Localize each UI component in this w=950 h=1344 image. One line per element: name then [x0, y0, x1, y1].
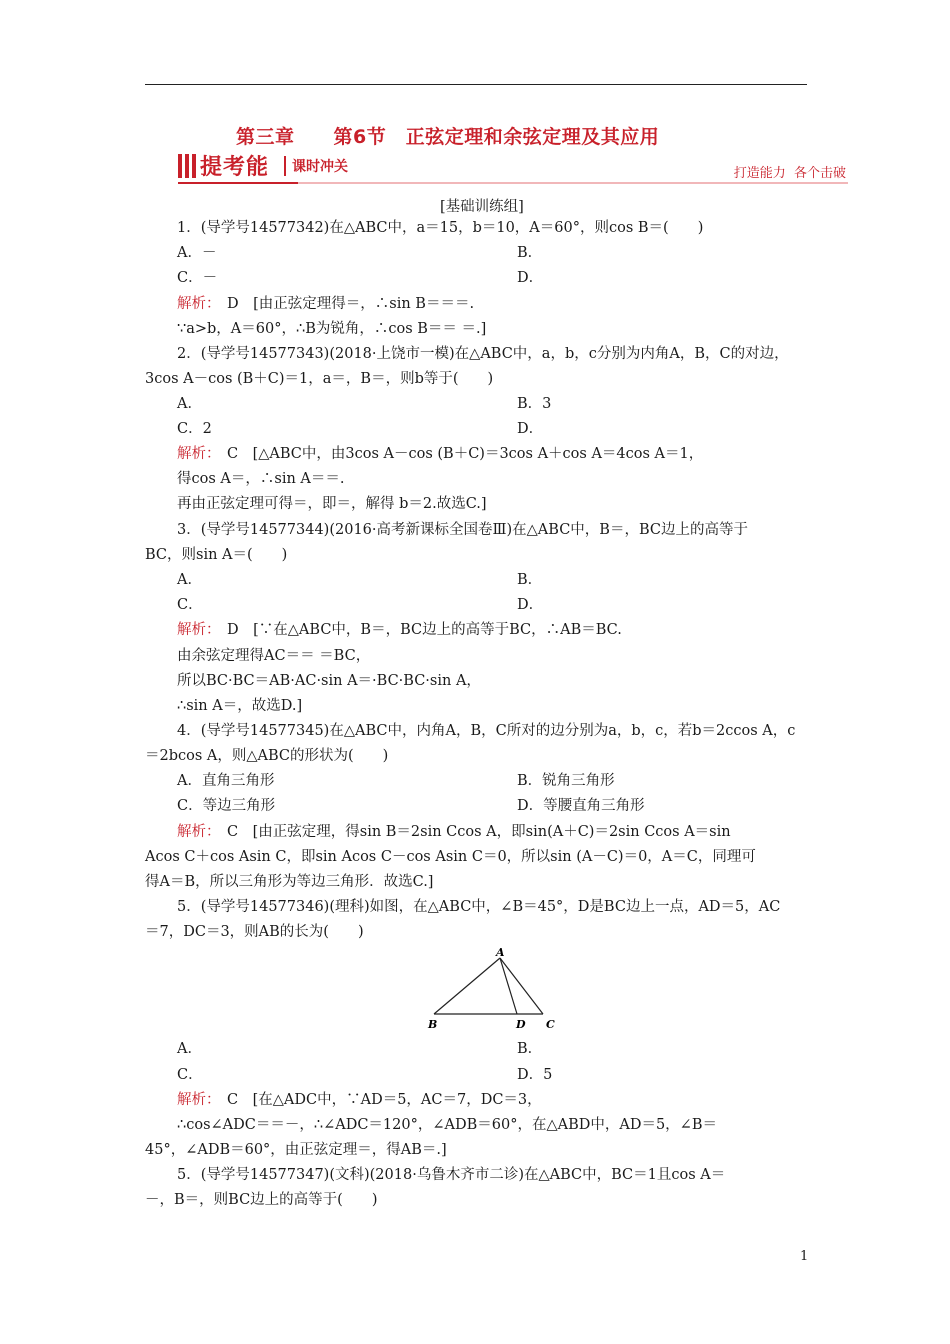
q2-answer-line: 再由正弦定理可得＝，即＝，解得 b＝2.故选C.]: [177, 496, 487, 512]
vertex-label-c: C: [546, 1018, 555, 1031]
q2-answer-line: 得cos A＝，∴sin A＝＝.: [177, 471, 345, 487]
side-ac: [500, 958, 543, 1014]
banner-bars-icon: [178, 154, 196, 178]
section-banner: [178, 150, 848, 184]
q2-answer-label: 解析：: [177, 446, 221, 462]
q2-option-d: D．: [517, 421, 544, 437]
q4-option-c: C．等边三角形: [177, 798, 276, 814]
q4-option-d: D．等腰直角三角形: [517, 798, 645, 814]
q1-answer-label: 解析：: [177, 296, 221, 312]
q4-option-b: B．锐角三角形: [517, 773, 615, 789]
q2-option-a: A．: [177, 396, 202, 412]
q3-answer-line: 所以BC·BC＝AB·AC·sin A＝·BC·BC·sin A，: [177, 673, 481, 689]
q1-answer-line: ∵a>b，A＝60°，∴B为锐角，∴cos B＝＝ ＝.]: [177, 321, 487, 337]
q3-answer-label: 解析：: [177, 622, 221, 638]
vertex-label-b: B: [428, 1018, 438, 1031]
q5-stem-line: ＝7，DC＝3，则AB的长为( ): [145, 924, 364, 940]
q1-option-a: A．－: [177, 245, 217, 261]
q2-answer: C [△ABC中，由3cos A－cos (B＋C)＝3cos A＋cos A＝4cos A＝1，: [227, 446, 704, 462]
banner-brand: 提考能: [200, 155, 270, 180]
vertex-label-a: A: [496, 948, 505, 959]
q1-option-d: D．: [517, 270, 544, 286]
q5-stem: 5．(导学号14577346)(理科)如图，在△ABC中，∠B＝45°，D是BC边上一点，AD＝5，AC: [177, 899, 781, 915]
banner-underline: [178, 182, 848, 184]
q3-option-c: C．: [177, 597, 203, 613]
vertex-label-d: D: [516, 1018, 526, 1031]
q3-answer-line: 由余弦定理得AC＝＝ ＝BC，: [177, 648, 371, 664]
q4-option-a: A．直角三角形: [177, 773, 275, 789]
q3-answer-line: ∴sin A＝，故选D.]: [177, 698, 303, 714]
q4-answer-label: 解析：: [177, 824, 221, 840]
q1-answer: D [由正弦定理得＝，∴sin B＝＝＝.: [227, 296, 475, 312]
top-rule: [145, 84, 807, 85]
segment-ad: [500, 958, 517, 1014]
q1-option-b: B．: [517, 245, 543, 261]
q4-answer-line: 得A＝B，所以三角形为等边三角形．故选C.]: [145, 874, 434, 890]
q4-stem-line: ＝2bcos A，则△ABC的形状为( ): [145, 748, 389, 764]
q2-option-c: C．2: [177, 421, 212, 437]
q1-stem: 1．(导学号14577342)在△ABC中，a＝15，b＝10，A＝60°，则cos B＝( ): [177, 220, 704, 236]
q4-stem: 4．(导学号14577345)在△ABC中，内角A，B，C所对的边分别为a，b，c，若b＝2ccos A，c: [177, 723, 796, 739]
q3-stem-line: BC，则sin A＝( ): [145, 547, 288, 563]
q3-answer: D [∵在△ABC中，B＝，BC边上的高等于BC，∴AB＝BC.: [227, 622, 622, 638]
chapter-title: 第三章 第6节 正弦定理和余弦定理及其应用: [236, 126, 660, 148]
q4-answer: C [由正弦定理，得sin B＝2sin Ccos A，即sin(A＋C)＝2sin Ccos A＝sin: [227, 824, 731, 840]
q2-stem: 2．(导学号14577343)(2018·上饶市一模)在△ABC中，a，b，c分别为内角A，B，C的对边，: [177, 346, 789, 362]
q5b-stem-line: －，B＝，则BC边上的高等于( ): [145, 1192, 378, 1208]
banner-separator: [284, 156, 286, 176]
q5-answer-label: 解析：: [177, 1092, 221, 1108]
q5-answer-line: 45°，∠ADB＝60°，由正弦定理＝，得AB＝.]: [145, 1142, 447, 1158]
q5-option-d: D．5: [517, 1067, 553, 1083]
side-ab: [434, 958, 500, 1014]
q5-answer: C [在△ADC中，∵AD＝5，AC＝7，DC＝3，: [227, 1092, 542, 1108]
q2-stem-line: 3cos A－cos (B＋C)＝1，a＝，B＝，则b等于( ): [145, 371, 494, 387]
banner-tagline: 打造能力 各个击破: [733, 166, 846, 181]
q5-option-c: C．: [177, 1067, 203, 1083]
section-title: [基础训练组]: [440, 199, 524, 215]
triangle-figure: [420, 948, 560, 1032]
banner-subtitle: 课时冲关: [292, 159, 348, 175]
q2-option-b: B．3: [517, 396, 552, 412]
q5-option-b: B．: [517, 1041, 543, 1057]
q3-option-b: B．: [517, 572, 543, 588]
q3-option-d: D．: [517, 597, 544, 613]
page-number: 1: [800, 1249, 809, 1264]
q1-option-c: C．－: [177, 270, 218, 286]
q3-option-a: A．: [177, 572, 202, 588]
q5b-stem: 5．(导学号14577347)(文科)(2018·乌鲁木齐市二诊)在△ABC中，BC＝1且cos A＝: [177, 1167, 726, 1183]
q5-option-a: A．: [177, 1041, 202, 1057]
q3-stem: 3．(导学号14577344)(2016·高考新课标全国卷Ⅲ)在△ABC中，B＝，BC边上的高等于: [177, 522, 748, 538]
q5-answer-line: ∴cos∠ADC＝＝－，∴∠ADC＝120°，∠ADB＝60°，在△ABD中，AD＝5，∠B＝: [177, 1117, 717, 1133]
q4-answer-line: Acos C＋cos Asin C，即sin Acos C－cos Asin C＝0，所以sin (A－C)＝0，A＝C，同理可: [145, 849, 756, 865]
